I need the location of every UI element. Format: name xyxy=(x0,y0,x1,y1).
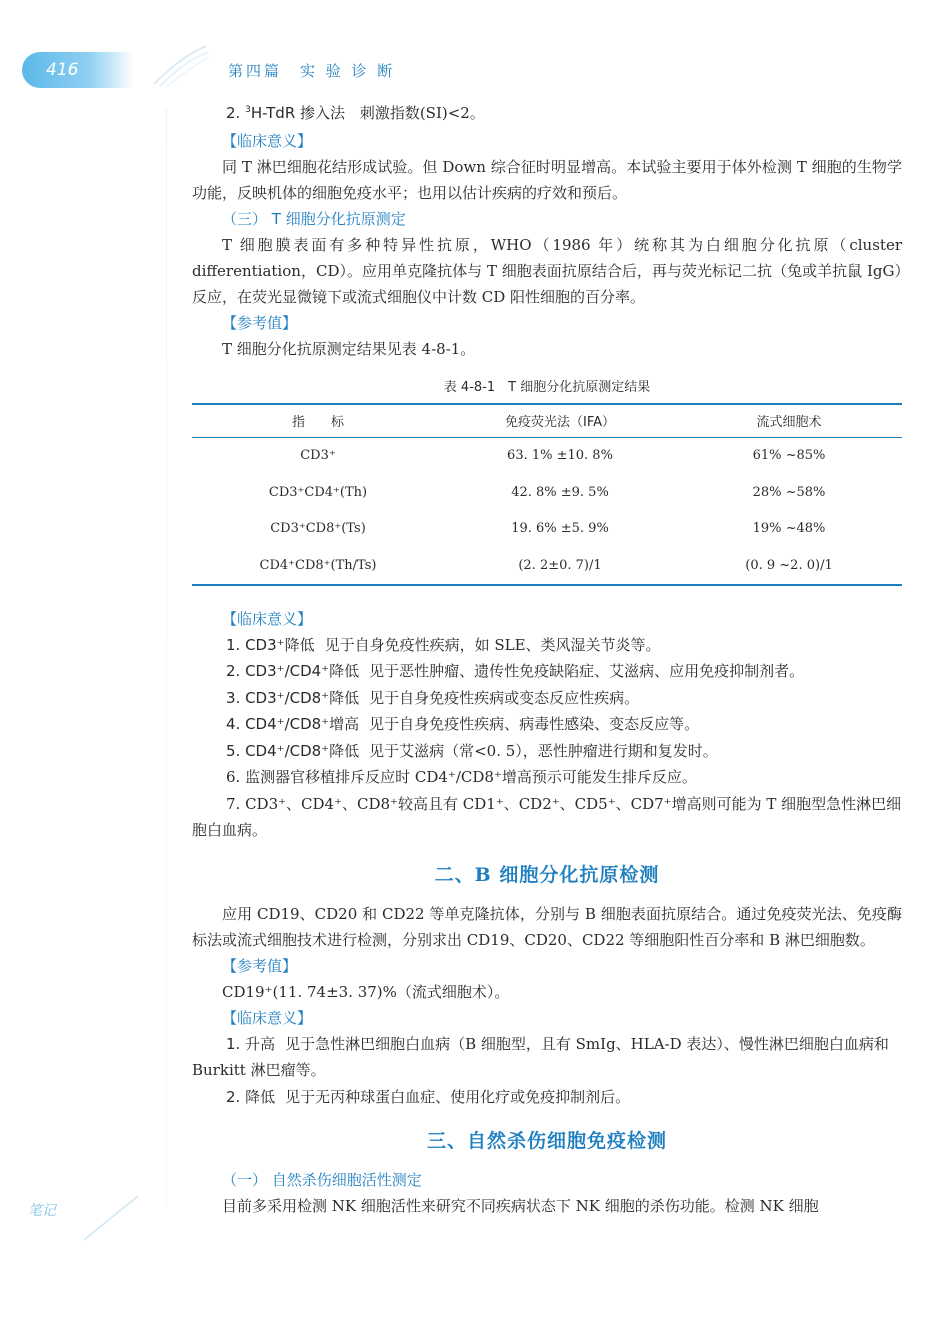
nk-activity-subheading: （一） 自然杀伤细胞活性测定 xyxy=(222,1171,422,1189)
notes-label: 笔记 xyxy=(28,1203,56,1219)
cell-flow: 28% ~58% xyxy=(752,484,826,500)
cell-indicator: CD3⁺ xyxy=(300,448,336,464)
t-cell-antigen-subheading: （三） T 细胞分化抗原测定 xyxy=(222,209,406,228)
list-item: 6. 监测器官移植排斥反应时 CD4⁺/CD8⁺增高预示可能发生排斥反应。 xyxy=(226,768,697,786)
page-number-tab xyxy=(22,52,134,88)
nk-activity-text: 目前多采用检测 NK 细胞活性来研究不同疾病状态下 NK 细胞的杀伤功能。检测 NK 细胞 xyxy=(222,1197,819,1215)
margin-rule xyxy=(166,108,167,1208)
table-row xyxy=(192,511,902,548)
cell-ifa: 42. 8% ±9. 5% xyxy=(511,484,609,500)
b-clinical-significance-heading: 【临床意义】 xyxy=(222,1008,313,1027)
page-number: 416 xyxy=(46,60,79,80)
table-header-row xyxy=(192,404,902,438)
list-item: 3. CD3⁺/CD8⁺降低 见于自身免疫性疾病或变态反应性疾病。 xyxy=(226,688,640,707)
page-content xyxy=(192,100,902,1219)
col-ifa: 免疫荧光法（IFA） xyxy=(504,415,615,430)
table-caption: 表 4-8-1 T 细胞分化抗原测定结果 xyxy=(443,379,651,395)
col-indicator: 指 标 xyxy=(291,415,344,430)
h3tdr-method-item xyxy=(192,100,902,127)
h3tdr-text: 刺激指数(SI)<2。 xyxy=(359,104,485,122)
b-cell-section-text: 应用 CD19、CD20 和 CD22 等单克隆抗体，分别与 B 细胞表面抗原结合。通过免疫荧光法、免疫酶标法或流式细胞技术进行检测，分别求出 CD19、CD20、CD22 等细胞阳性百分率和 B 淋巴细胞数。 xyxy=(192,904,902,949)
list-item: 2. 降低 见于无丙种球蛋白血症、使用化疗或免疫抑制剂后。 xyxy=(226,1087,631,1106)
header-swoosh-decoration xyxy=(150,40,210,90)
clinical-significance-heading-2: 【临床意义】 xyxy=(222,609,313,628)
b-reference-value-heading: 【参考值】 xyxy=(222,956,298,975)
t-cell-antigen-text: T 细胞膜表面有多种特异性抗原，WHO（1986 年）统称其为白细胞分化抗原（cluster differentiation，CD）。应用单克隆抗体与 T 细胞表面抗原结合后，再与荧光标记二抗（兔或羊抗鼠 IgG）反应，在荧光显微镜下或流式细胞仪中计数 CD 阳性细胞的百分率。 xyxy=(192,235,902,306)
cell-indicator: CD4⁺CD8⁺(Th/Ts) xyxy=(259,557,377,573)
list-item: 4. CD4⁺/CD8⁺增高 见于自身免疫性疾病、病毒性感染、变态反应等。 xyxy=(226,715,700,733)
cell-flow: 61% ~85% xyxy=(752,448,826,464)
table-row xyxy=(192,547,902,585)
clinical-significance-text: 同 T 淋巴细胞花结形成试验。但 Down 综合征时明显增高。本试验主要用于体外检测 T 细胞的生物学功能，反映机体的细胞免疫水平；也用以估计疾病的疗效和预后。 xyxy=(192,157,902,202)
col-flow: 流式细胞术 xyxy=(756,415,822,430)
list-item: 2. CD3⁺/CD4⁺降低 见于恶性肿瘤、遗传性免疫缺陷症、艾滋病、应用免疫抑制剂者。 xyxy=(226,662,805,680)
clinical-significance-heading: 【临床意义】 xyxy=(222,131,313,150)
table-row xyxy=(192,437,902,474)
cell-ifa: (2. 2±0. 7)/1 xyxy=(518,557,602,573)
h3tdr-label: 2. $^3$H-TdR 掺入法 xyxy=(226,104,346,122)
cell-indicator: CD3⁺CD8⁺(Ts) xyxy=(270,521,366,537)
part-title: 第四篇 实 验 诊 断 xyxy=(228,62,396,80)
cell-ifa: 19. 6% ±5. 9% xyxy=(511,521,609,537)
cell-indicator: CD3⁺CD4⁺(Th) xyxy=(268,484,368,500)
reference-value-heading: 【参考值】 xyxy=(222,313,298,332)
b-cell-section-title: 二、B 细胞分化抗原检测 xyxy=(434,863,660,886)
list-item: 1. 升高 见于急性淋巴细胞白血病（B 细胞型，且有 SmIg、HLA-D 表达）、慢性淋巴细胞白血病和 Burkitt 淋巴瘤等。 xyxy=(192,1034,889,1079)
list-item: 7. CD3⁺、CD4⁺、CD8⁺较高且有 CD1⁺、CD2⁺、CD5⁺、CD7⁺增高则可能为 T 细胞型急性淋巴细胞白血病。 xyxy=(192,794,902,839)
reference-value-text: T 细胞分化抗原测定结果见表 4-8-1。 xyxy=(222,339,476,358)
b-reference-value-text: CD19⁺(11. 74±3. 37)%（流式细胞术）。 xyxy=(222,982,510,1001)
list-item: 1. CD3⁺降低 见于自身免疫性疾病，如 SLE、类风湿关节炎等。 xyxy=(226,635,661,654)
list-item: 5. CD4⁺/CD8⁺降低 见于艾滋病（常<0. 5），恶性肿瘤进行期和复发时。 xyxy=(226,741,718,760)
cell-flow: 19% ~48% xyxy=(752,521,826,537)
table-row xyxy=(192,474,902,511)
cell-ifa: 63. 1% ±10. 8% xyxy=(507,448,613,464)
nk-section-title: 三、自然杀伤细胞免疫检测 xyxy=(426,1130,667,1152)
t-cell-antigen-table xyxy=(192,403,902,586)
notes-line-decoration xyxy=(82,1192,142,1242)
cell-flow: (0. 9 ~2. 0)/1 xyxy=(745,557,833,573)
